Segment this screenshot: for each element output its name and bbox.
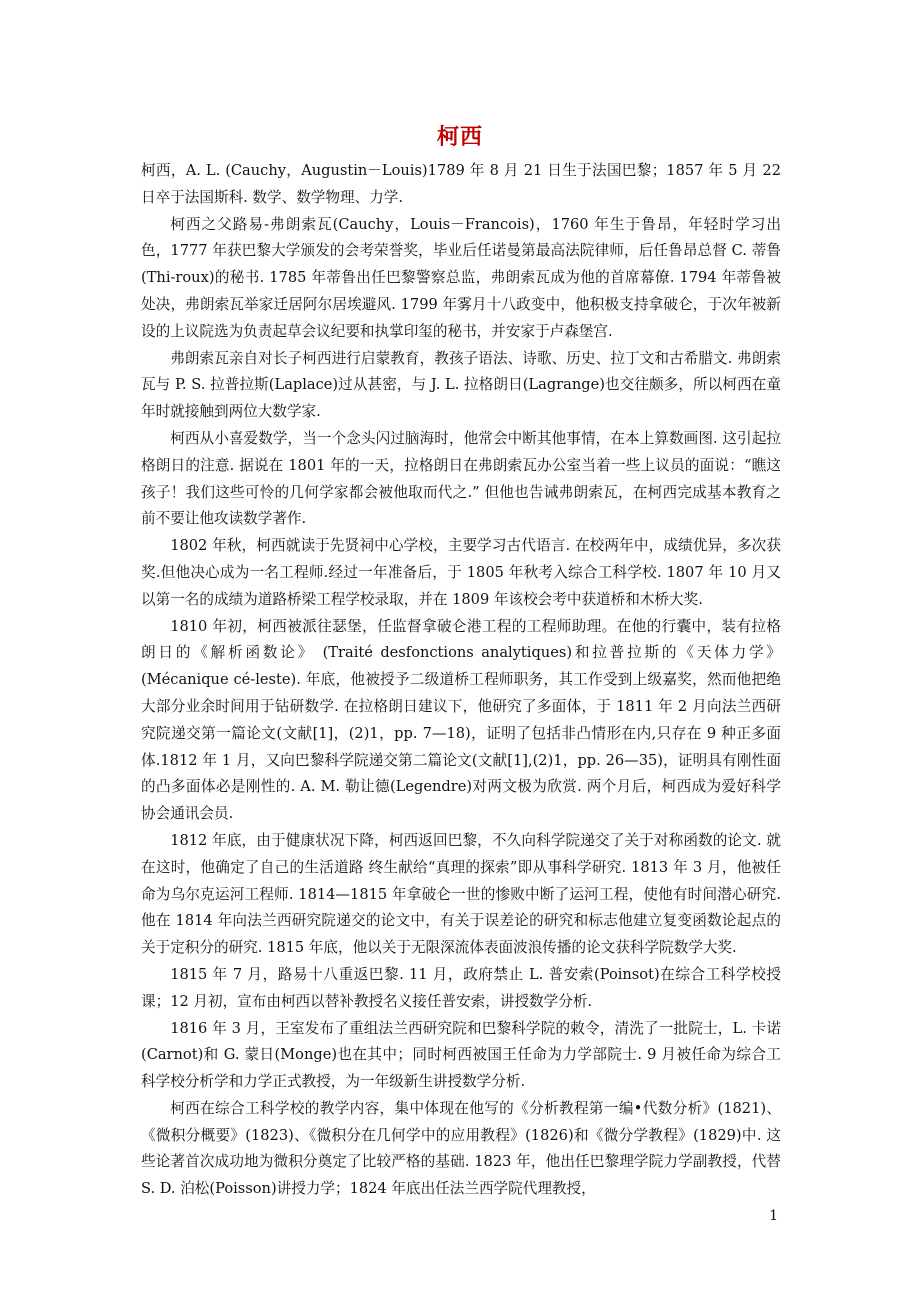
paragraph: 柯西之父路易-弗朗索瓦(Cauchy，Louis－Francois)，1760 年生于鲁昂，年轻时学习出色，1777 年获巴黎大学颁发的会考荣誉奖，毕业后任诺曼第最高法院律师，后任鲁昂总督 C. 蒂鲁(Thi-roux)的秘书. 1785 年蒂鲁出任巴黎警察总监，弗朗索瓦成为他的首席幕僚. 1794 年蒂鲁被处决，弗朗索瓦举家迁居阿尔居埃避风. 1799 年雾月十八政变中，他积极支持拿破仑，于次年被新设的上议院选为负责起草会议纪要和执掌印玺的秘书，并安家于卢森堡宫. (141, 215, 781, 340)
paragraph: 柯西在综合工科学校的教学内容，集中体现在他写的《分析教程第一编•代数分析》(1821)、《微积分概要》(1823)、《微积分在几何学中的应用教程》(1826)和《微分学教程》(1829)中. 这些论著首次成功地为微积分奠定了比较严格的基础. 1823 年，他出任巴黎理学院力学副教授，代替 S. D. 泊松(Poisson)讲授力学；1824 年底出任法兰西学院代理教授， (141, 1099, 781, 1198)
paragraph: 柯西从小喜爱数学，当一个念头闪过脑海时，他常会中断其他事情，在本上算数画图. 这引起拉格朗日的注意. 据说在 1801 年的一天，拉格朗日在弗朗索瓦办公室当着一些上议员的面说：“瞧这孩子！我们这些可怜的几何学家都会被他取而代之.” 但他也告诫弗朗索瓦，在柯西完成基本教育之前不要让他攻读数学著作. (141, 429, 781, 528)
paragraph: 1812 年底，由于健康状况下降，柯西返回巴黎，不久向科学院递交了关于对称函数的论文. 就在这时，他确定了自己的生活道路 终生献给“真理的探索”即从事科学研究. 1813 年 3 月，他被任命为乌尔克运河工程师. 1814—1815 年拿破仑一世的惨败中断了运河工程，使他有时间潜心研究. 他在 1814 年向法兰西研究院递交的论文中，有关于误差论的研究和标志他建立复变函数论起点的关于定积分的研究. 1815 年底，他以关于无限深流体表面波浪传播的论文获科学院数学大奖. (141, 831, 781, 957)
paragraph: 弗朗索瓦亲自对长子柯西进行启蒙教育，教孩子语法、诗歌、历史、拉丁文和古希腊文. 弗朗索瓦与 P. S. 拉普拉斯(Laplace)过从甚密，与 J. L. 拉格朗日(Lagrange)也交往颇多，所以柯西在童年时就接触到两位大数学家. (141, 349, 781, 421)
page-title: 柯西 (436, 125, 483, 150)
paragraph: 1802 年秋，柯西就读于先贤祠中心学校，主要学习古代语言. 在校两年中，成绩优异，多次获奖.但他决心成为一名工程师.经过一年准备后，于 1805 年秋考入综合工科学校. 1807 年 10 月又以第一名的成绩为道路桥梁工程学校录取，并在 1809 年该校会考中获道桥和木桥大奖. (141, 537, 781, 608)
paragraph: 1810 年初，柯西被派往瑟堡，任监督拿破仑港工程的工程师助理。在他的行囊中，装有拉格朗日的《解析函数论》 (Traité desfonctions analytiques)和拉普拉斯的《天体力学》(Mécanique cé-leste). 年底，他被授予二级道桥工程师职务，其工作受到上级嘉奖，然而他把绝大部分业余时间用于钻研数学. 在拉格朗日建议下，他研究了多面体，于 1811 年 2 月向法兰西研究院递交第一篇论文(文献[1]，(2)1，pp. 7—18)，证明了包括非凸情形在内,只存在 9 种正多面体.1812 年 1 月，又向巴黎科学院递交第二篇论文(文献[1],(2)1，pp. 26—35)，证明具有刚性面的凸多面体必是刚性的. A. M. 勒让德(Legendre)对两文极为欣赏. 两个月后，柯西成为爱好科学协会通讯会员. (141, 617, 781, 823)
paragraph: 1816 年 3 月，王室发布了重组法兰西研究院和巴黎科学院的敕令，清洗了一批院士，L. 卡诺(Carnot)和 G. 蒙日(Monge)也在其中；同时柯西被国王任命为力学部院士. 9 月被任命为综合工科学校分析学和力学正式教授，为一年级新生讲授数学分析. (141, 1019, 781, 1091)
page-number: 1 (769, 1208, 778, 1224)
paragraph: 1815 年 7 月，路易十八重返巴黎. 11 月，政府禁止 L. 普安索(Poinsot)在综合工科学校授课；12 月初，宣布由柯西以替补教授名义接任普安索，讲授数学分析. (141, 965, 781, 1010)
paragraph: 柯西，A. L. (Cauchy，Augustin－Louis)1789 年 8 月 21 日生于法国巴黎；1857 年 5 月 22 日卒于法国斯科. 数学、数学物理、力学. (141, 162, 781, 206)
article-body (141, 158, 781, 1203)
